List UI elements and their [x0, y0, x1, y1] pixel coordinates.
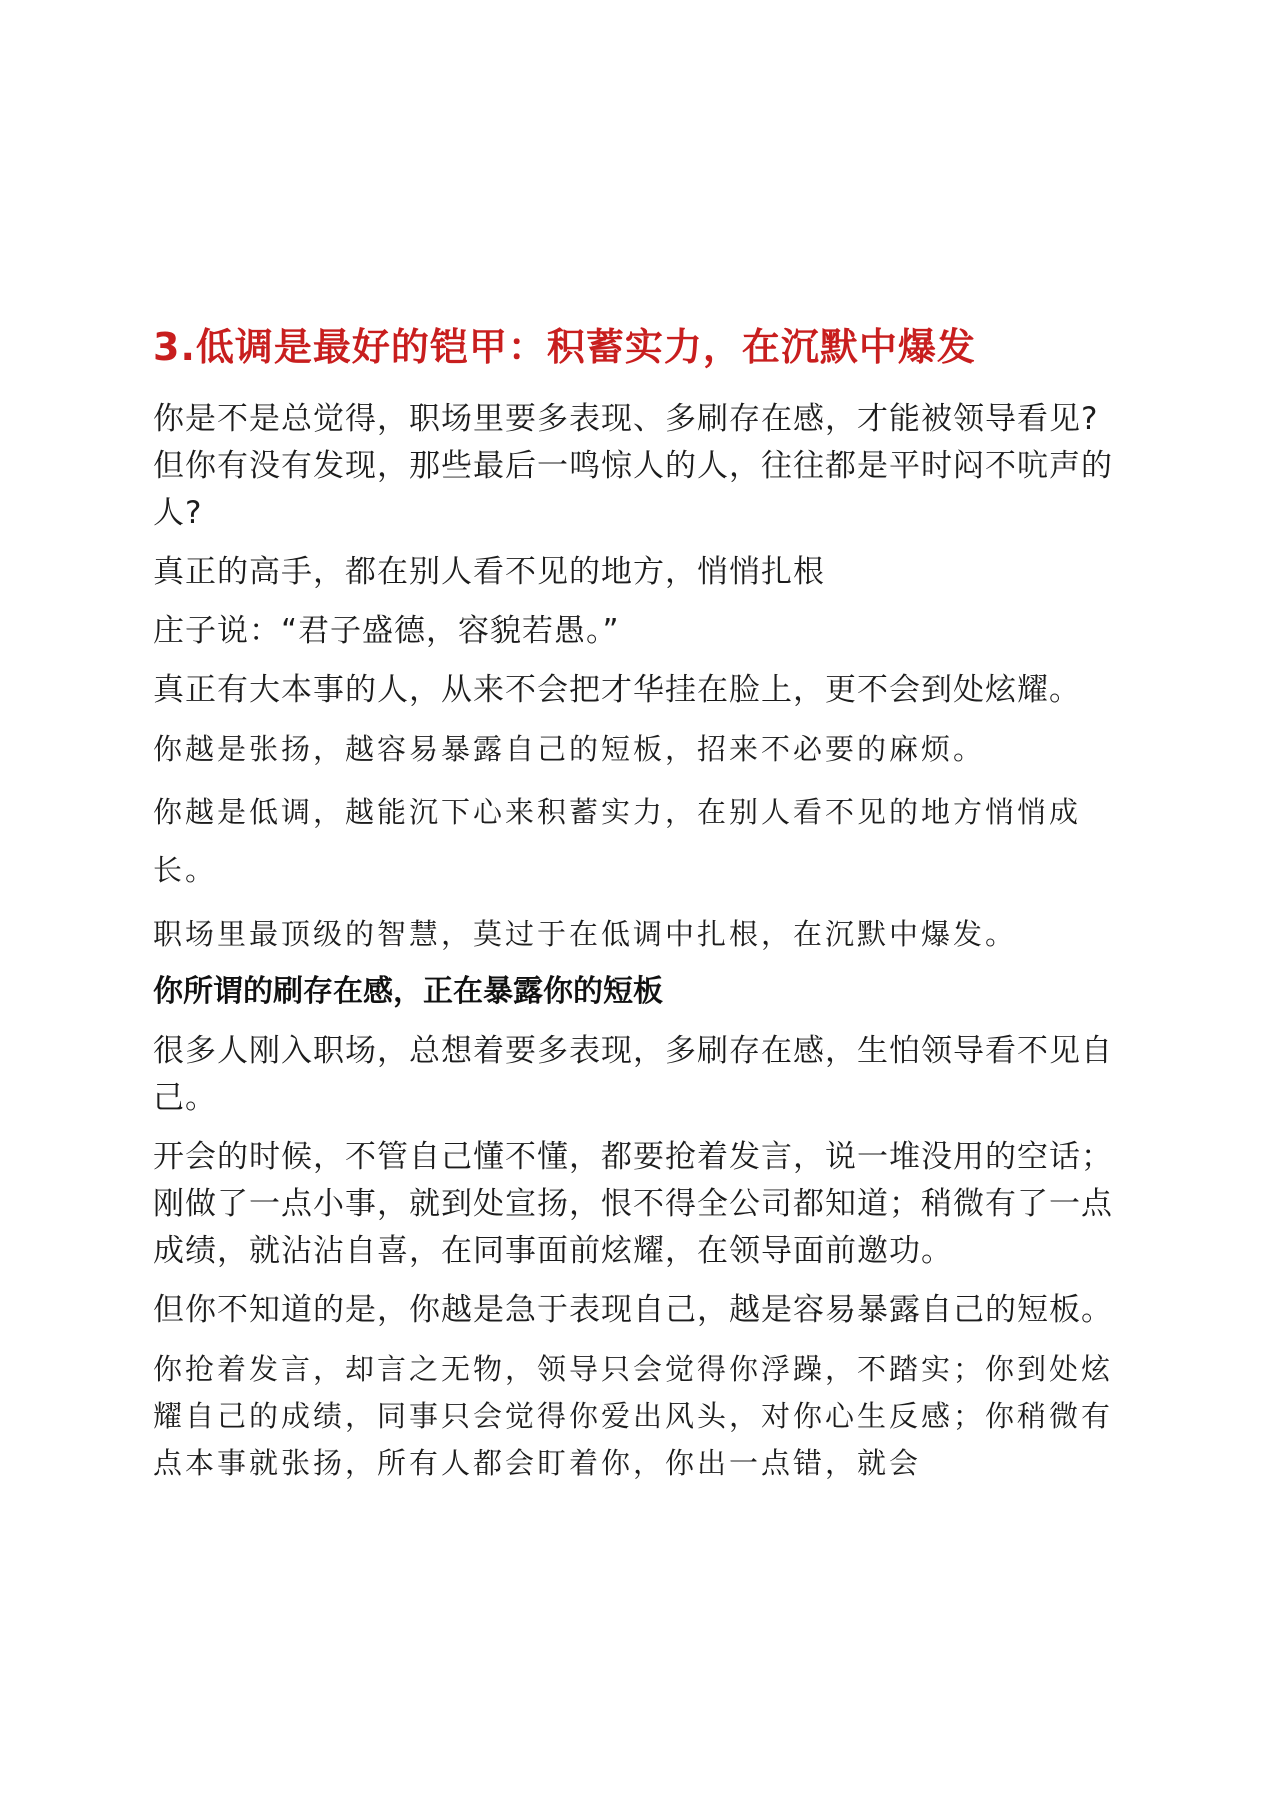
paragraph: 你越是低调，越能沉下心来积蓄实力，在别人看不见的地方悄悄成长。 — [153, 795, 1082, 887]
paragraph: 但你不知道的是，你越是急于表现自己，越是容易暴露自己的短板。 — [153, 1292, 1113, 1328]
paragraph: 很多人刚入职场，总想着要多表现，多刷存在感，生怕领导看不见自己。 — [153, 1033, 1113, 1116]
paragraph: 真正有大本事的人，从来不会把才华挂在脸上，更不会到处炫耀。 — [153, 672, 1081, 708]
paragraph: 职场里最顶级的智慧，莫过于在低调中扎根，在沉默中爆发。 — [153, 917, 1018, 951]
paragraph: 开会的时候，不管自己懂不懂，都要抢着发言，说一堆没用的空话；刚做了一点小事，就到处宣扬，恨不得全公司都知道；稍微有了一点成绩，就沾沾自喜，在同事面前炫耀，在领导面前邀功。 — [153, 1139, 1113, 1269]
section-title: 3.低调是最好的铠甲：积蓄实力，在沉默中爆发 — [153, 325, 976, 369]
paragraph: 你抢着发言，却言之无物，领导只会觉得你浮躁，不踏实；你到处炫耀自己的成绩，同事只会觉得你爱出风头，对你心生反感；你稍微有点本事就张扬，所有人都会盯着你，你出一点错，就会 — [153, 1352, 1114, 1480]
paragraph: 你越是张扬，越容易暴露自己的短板，招来不必要的麻烦。 — [153, 732, 986, 766]
paragraph: 真正的高手，都在别人看不见的地方，悄悄扎根 — [153, 554, 825, 590]
subheading: 你所谓的刷存在感，正在暴露你的短板 — [153, 974, 663, 1009]
article-body — [153, 318, 1123, 1497]
paragraph: 庄子说：“君子盛德，容貌若愚。” — [153, 613, 620, 649]
paragraph: 你是不是总觉得，职场里要多表现、多刷存在感，才能被领导看见?但你有没有发现，那些最后一鸣惊人的人，往往都是平时闷不吭声的人? — [153, 401, 1113, 531]
